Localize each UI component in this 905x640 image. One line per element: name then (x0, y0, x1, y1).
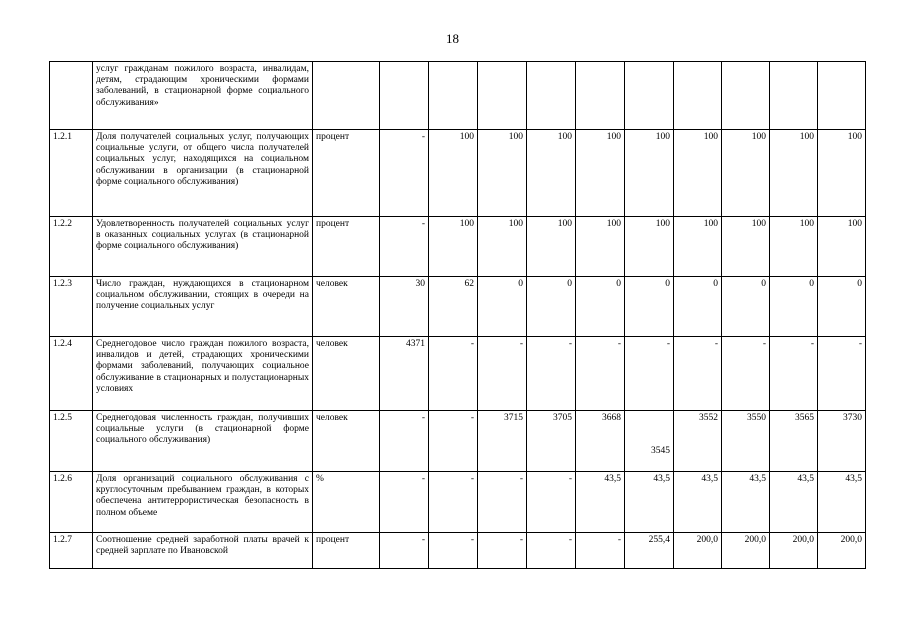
value-cell: 3668 (576, 411, 625, 472)
unit-cell: человек (313, 337, 380, 411)
value-cell: - (380, 411, 429, 472)
row-number: 1.2.1 (50, 130, 93, 217)
value-cell: - (576, 533, 625, 569)
unit-cell: процент (313, 130, 380, 217)
value-cell: 3715 (478, 411, 527, 472)
value-cell: - (625, 337, 674, 411)
value-cell (527, 62, 576, 130)
value-cell (576, 62, 625, 130)
row-number (50, 62, 93, 130)
value-cell: 3552 (674, 411, 722, 472)
value-cell: 0 (770, 277, 818, 337)
value-cell (818, 62, 866, 130)
value-cell: 100 (478, 130, 527, 217)
value-cell: 0 (674, 277, 722, 337)
value-cell: 100 (527, 217, 576, 277)
value-cell: 4371 (380, 337, 429, 411)
table-row (50, 533, 866, 569)
value-cell: 100 (576, 217, 625, 277)
value-cell: 0 (722, 277, 770, 337)
value-cell: 100 (818, 217, 866, 277)
value-cell: 100 (625, 130, 674, 217)
value-cell: - (674, 337, 722, 411)
value-cell: 200,0 (818, 533, 866, 569)
table-row (50, 217, 866, 277)
value-cell: 3730 (818, 411, 866, 472)
value-cell: - (380, 217, 429, 277)
value-cell: 100 (576, 130, 625, 217)
value-cell: 43,5 (625, 472, 674, 533)
value-cell (770, 62, 818, 130)
value-cell: 100 (674, 217, 722, 277)
value-cell: 62 (429, 277, 478, 337)
value-cell: 100 (674, 130, 722, 217)
value-cell (429, 62, 478, 130)
value-cell: - (527, 533, 576, 569)
indicator-name: Доля организаций социального обслуживания с круглосуточным пребыванием граждан, в которых обеспечена антитеррористическая безопасность в полном объеме (93, 472, 313, 533)
value-cell: 100 (625, 217, 674, 277)
value-cell: - (380, 533, 429, 569)
value-cell (380, 62, 429, 130)
value-cell: 3565 (770, 411, 818, 472)
value-cell (478, 62, 527, 130)
value-cell: 100 (478, 217, 527, 277)
table-row (50, 62, 866, 130)
value-cell: - (576, 337, 625, 411)
value-cell: 100 (770, 217, 818, 277)
value-cell: 100 (527, 130, 576, 217)
row-number: 1.2.4 (50, 337, 93, 411)
value-cell: 43,5 (722, 472, 770, 533)
value-cell: 0 (478, 277, 527, 337)
value-cell: 100 (770, 130, 818, 217)
value-cell: 100 (722, 130, 770, 217)
indicator-name: Доля получателей социальных услуг, получающих социальные услуги, от общего числа получателей социальных услуг, находящихся на социальном обслуживании в организации (в стационарной форме социального обслуживания) (93, 130, 313, 217)
value-cell: 30 (380, 277, 429, 337)
page-number: 18 (446, 31, 459, 46)
value-cell: 0 (818, 277, 866, 337)
value-cell: 43,5 (770, 472, 818, 533)
unit-cell: человек (313, 277, 380, 337)
value-cell: - (722, 337, 770, 411)
value-cell: - (770, 337, 818, 411)
indicator-name: Среднегодовая численность граждан, получивших социальные услуги (в стационарной форме социального обслуживания) (93, 411, 313, 472)
unit-cell (313, 62, 380, 130)
value-cell: 200,0 (722, 533, 770, 569)
value-cell: - (429, 472, 478, 533)
indicators-table (49, 61, 866, 569)
value-cell: 0 (625, 277, 674, 337)
value-cell: 100 (429, 130, 478, 217)
table-row (50, 130, 866, 217)
value-cell: 200,0 (674, 533, 722, 569)
value-cell: 0 (576, 277, 625, 337)
value-cell: 3545 (625, 411, 674, 472)
value-cell: - (429, 337, 478, 411)
value-cell (722, 62, 770, 130)
value-cell: 100 (722, 217, 770, 277)
value-cell: - (527, 472, 576, 533)
value-cell: 3550 (722, 411, 770, 472)
value-cell: - (527, 337, 576, 411)
unit-cell: человек (313, 411, 380, 472)
table-row (50, 411, 866, 472)
value-cell: 43,5 (818, 472, 866, 533)
indicator-name: Соотношение средней заработной платы врачей к средней зарплате по Ивановской (93, 533, 313, 569)
table-row (50, 277, 866, 337)
value-cell: - (478, 472, 527, 533)
unit-cell: % (313, 472, 380, 533)
unit-cell: процент (313, 217, 380, 277)
value-cell: 100 (818, 130, 866, 217)
value-cell: - (818, 337, 866, 411)
indicator-name: Число граждан, нуждающихся в стационарном социальном обслуживании, стоящих в очереди на получение социальных услуг (93, 277, 313, 337)
row-number: 1.2.2 (50, 217, 93, 277)
table-row (50, 337, 866, 411)
row-number: 1.2.6 (50, 472, 93, 533)
value-cell: 200,0 (770, 533, 818, 569)
value-cell: - (429, 411, 478, 472)
value-cell: 43,5 (576, 472, 625, 533)
row-number: 1.2.3 (50, 277, 93, 337)
value-cell: 43,5 (674, 472, 722, 533)
indicator-name: услуг гражданам пожилого возраста, инвалидам, детям, страдающим хроническими формами заболеваний, в стационарной форме социального обслуживания» (93, 62, 313, 130)
value-cell: 100 (429, 217, 478, 277)
value-cell (625, 62, 674, 130)
value-cell (674, 62, 722, 130)
unit-cell: процент (313, 533, 380, 569)
value-cell: - (478, 337, 527, 411)
table-row (50, 472, 866, 533)
indicator-name: Удовлетворенность получателей социальных услуг в оказанных социальных услугах (в стационарной форме социального обслуживания) (93, 217, 313, 277)
value-cell: - (380, 472, 429, 533)
value-cell: - (478, 533, 527, 569)
value-cell: - (429, 533, 478, 569)
value-cell: 3705 (527, 411, 576, 472)
row-number: 1.2.7 (50, 533, 93, 569)
value-cell: 255,4 (625, 533, 674, 569)
row-number: 1.2.5 (50, 411, 93, 472)
value-cell: - (380, 130, 429, 217)
indicator-name: Среднегодовое число граждан пожилого возраста, инвалидов и детей, страдающих хроническими формами заболеваний, получающих социальное обслуживание в стационарных и полустационарных условиях (93, 337, 313, 411)
value-cell: 0 (527, 277, 576, 337)
